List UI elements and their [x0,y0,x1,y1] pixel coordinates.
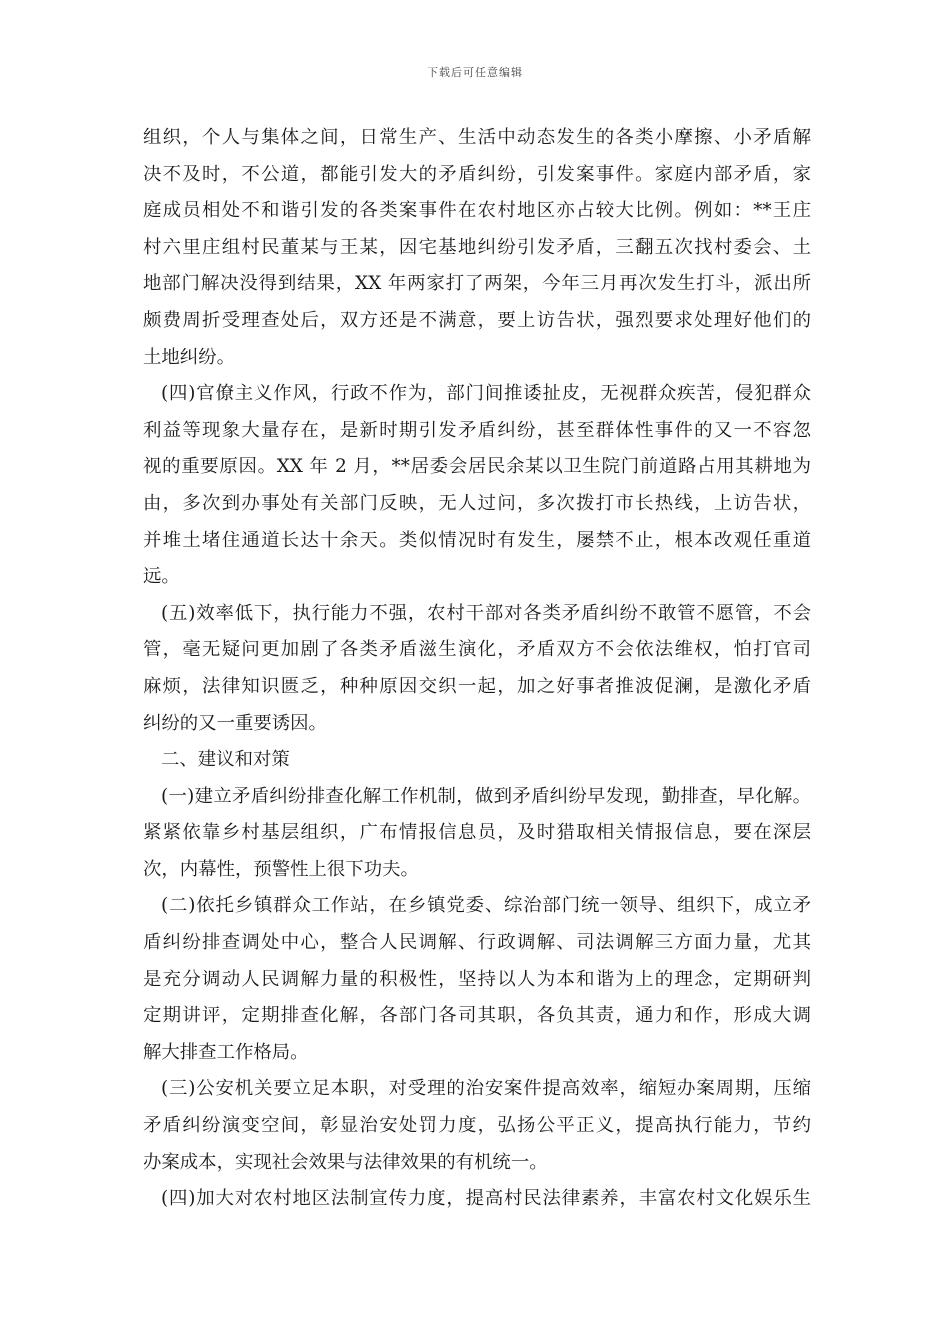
text-line: 庭成员相处不和谐引发的各类案事件在农村地区亦占较大比例。例如：**王庄 [143,200,811,222]
page-header: 下载后可任意编辑 [427,66,523,79]
text-line: (四)加大对农村地区法制宣传力度，提高村民法律素养，丰富农村文化娱乐生 [161,1188,811,1210]
text-line: 定期讲评，定期排查化解，各部门各司其职，各负其责，通力和作，形成大调 [143,1005,811,1027]
text-line: 是充分调动人民调解力量的积极性，坚持以人为本和谐为上的理念，定期研判 [143,968,811,990]
text-line: (五)效率低下，执行能力不强，农村干部对各类矛盾纠纷不敢管不愿管，不会 [161,602,811,624]
text-line: 组织，个人与集体之间，日常生产、生活中动态发生的各类小摩擦、小矛盾解 [143,127,811,148]
text-line: 并堆土堵住通道长达十余天。类似情况时有发生，屡禁不止，根本改观任重道 [143,529,811,551]
text-line: 利益等现象大量存在，是新时期引发矛盾纠纷，甚至群体性事件的又一不容忽 [143,419,811,441]
text-line: 村六里庄组村民董某与王某，因宅基地纠纷引发矛盾，三翻五次找村委会、土 [143,236,811,258]
text-line: 矛盾纠纷演变空间，彰显治安处罚力度，弘扬公平正义，提高执行能力，节约 [143,1115,811,1137]
text-line: 远。 [143,566,180,588]
text-line: 解大排查工作格局。 [143,1041,309,1063]
text-line: 地部门解决没得到结果，XX 年两家打了两架，今年三月再次发生打斗，派出所 [143,273,811,295]
text-line: (一)建立矛盾纠纷排查化解工作机制，做到矛盾纠纷早发现，勤排查，早化解。 [161,785,811,807]
text-line: (三)公安机关要立足本职，对受理的治安案件提高效率，缩短办案周期，压缩 [161,1078,811,1100]
text-line: (二)依托乡镇群众工作站，在乡镇党委、综治部门统一领导、组织下，成立矛 [161,895,811,917]
text-line: 次，内幕性，预警性上很下功夫。 [143,858,419,880]
text-line: 视的重要原因。XX 年 2 月，**居委会居民余某以卫生院门前道路占用其耕地为 [143,456,811,478]
text-line: 土地纠纷。 [143,346,235,368]
text-line: 决不及时，不公道，都能引发大的矛盾纠纷，引发案事件。家庭内部矛盾，家 [143,163,811,185]
text-line: 紧紧依靠乡村基层组织，广布情报信息员，及时猎取相关情报信息，要在深层 [143,822,811,844]
text-line: (四)官僚主义作风，行政不作为，部门间推诿扯皮，无视群众疾苦，侵犯群众 [161,383,811,405]
text-line: 由，多次到办事处有关部门反映，无人过问，多次拨打市长热线，上访告状， [143,492,811,514]
text-line: 管，毫无疑问更加剧了各类矛盾滋生演化，矛盾双方不会依法维权，怕打官司 [143,639,811,661]
text-line: 颇费周折受理查处后，双方还是不满意，要上访告状，强烈要求处理好他们的 [143,309,811,331]
text-line: 麻烦，法律知识匮乏，种种原因交织一起，加之好事者推波促澜，是激化矛盾 [143,675,811,697]
text-line: 纠纷的又一重要诱因。 [143,712,327,734]
text-line: 盾纠纷排查调处中心，整合人民调解、行政调解、司法调解三方面力量，尤其 [143,932,811,954]
document-body [143,120,811,1218]
text-line: 二、建议和对策 [161,749,290,771]
text-line: 办案成本，实现社会效果与法律效果的有机统一。 [143,1151,548,1173]
